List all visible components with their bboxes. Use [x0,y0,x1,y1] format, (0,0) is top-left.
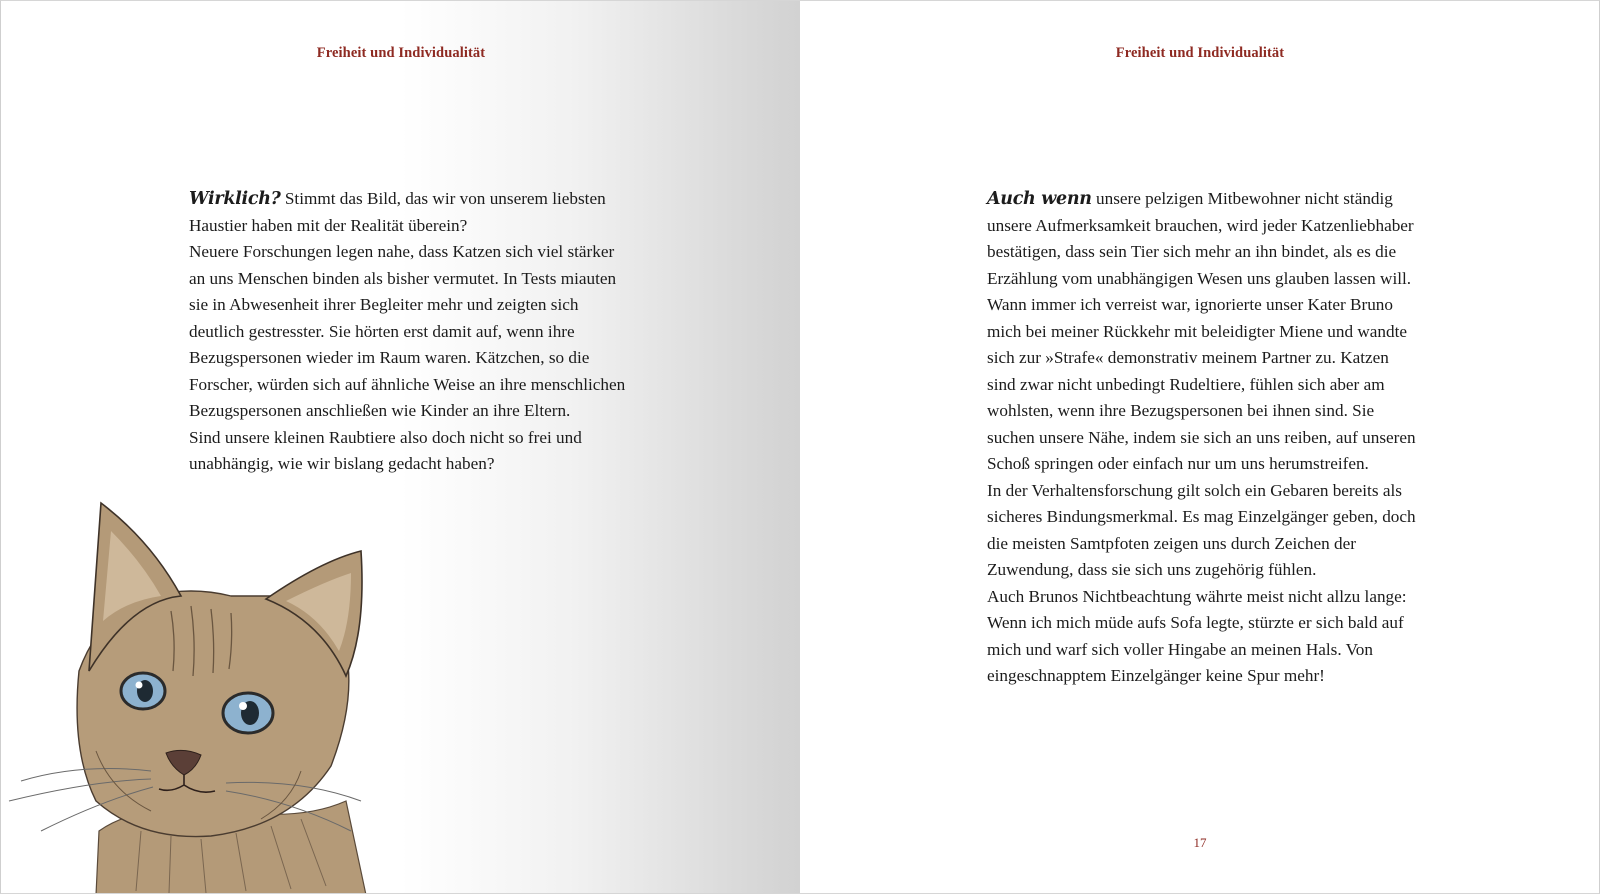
paragraph-text: Stimmt das Bild, das wir von unserem liebsten Haustier haben mit der Realität überein? [189,189,606,235]
paragraph-text: unsere pelzigen Mitbewohner nicht ständig unsere Aufmerksamkeit brauchen, wird jeder Katzenliebhaber bestätigen, dass sein Tier sich mehr an ihn bindet, als es die Erzählung vom unabhängigen Wesen uns glauben lassen will. [987,189,1414,288]
running-head-right: Freiheit und Individualität [1115,45,1285,61]
paragraph [987,584,1417,690]
paragraph-text: Wann immer ich verreist war, ignorierte unser Kater Bruno mich bei meiner Rückkehr mit beleidigter Miene und wandte sich zur »Strafe« demonstrativ meinem Partner zu. Katzen sind zwar nicht unbedingt Rudeltiere, fühlen sich aber am wohlsten, wenn ihre Bezugspersonen bei ihnen sind. Sie suchen unsere Nähe, indem sie sich an uns reiben, auf unseren Schoß springen oder einfach nur um uns herumstreifen. [987,295,1416,473]
running-head-left: Freiheit und Individualität [316,45,486,61]
paragraph-text: Sind unsere kleinen Raubtiere also doch nicht so frei und unabhängig, wie wir bislang gedacht haben? [189,427,582,473]
left-body-text [189,186,629,478]
paragraph [987,292,1417,478]
paragraph-text: Auch Brunos Nichtbeachtung währte meist nicht allzu lange: Wenn ich mich müde aufs Sofa legte, stürzte er sich bald auf mich und warf sich voller Hingabe an meinen Hals. Von eingeschnapptem Einzelgänger keine Spur mehr! [987,586,1407,685]
paragraph [987,478,1417,584]
paragraph [189,186,629,239]
paragraph [987,186,1417,292]
paragraph [189,425,629,478]
lead-in: Wirklich? [189,189,281,209]
lead-in: Auch wenn [987,189,1092,209]
right-page [800,0,1600,894]
right-body-text [987,186,1417,690]
page-number: 17 [1193,835,1207,850]
paragraph [189,239,629,425]
paragraph-text: Neuere Forschungen legen nahe, dass Katzen sich viel stärker an uns Menschen binden als bisher vermutet. In Tests miauten sie in Abwesenheit ihrer Begleiter mehr und zeigten sich deutlich gestresster. Sie hörten erst damit auf, wenn ihre Bezugspersonen wieder im Raum waren. Kätzchen, so die Forscher, würden sich auf ähnliche Weise an ihre menschlichen Bezugspersonen anschließen wie Kinder an ihre Eltern. [189,242,626,420]
cat-illustration [1,501,381,894]
paragraph-text: In der Verhaltensforschung gilt solch ein Gebaren bereits als sicheres Bindungsmerkmal. Es mag Einzelgänger geben, doch die meisten Samtpfoten zeigen uns durch Zeichen der Zuwendung, dass sie sich uns zugehörig fühlen. [987,480,1416,579]
